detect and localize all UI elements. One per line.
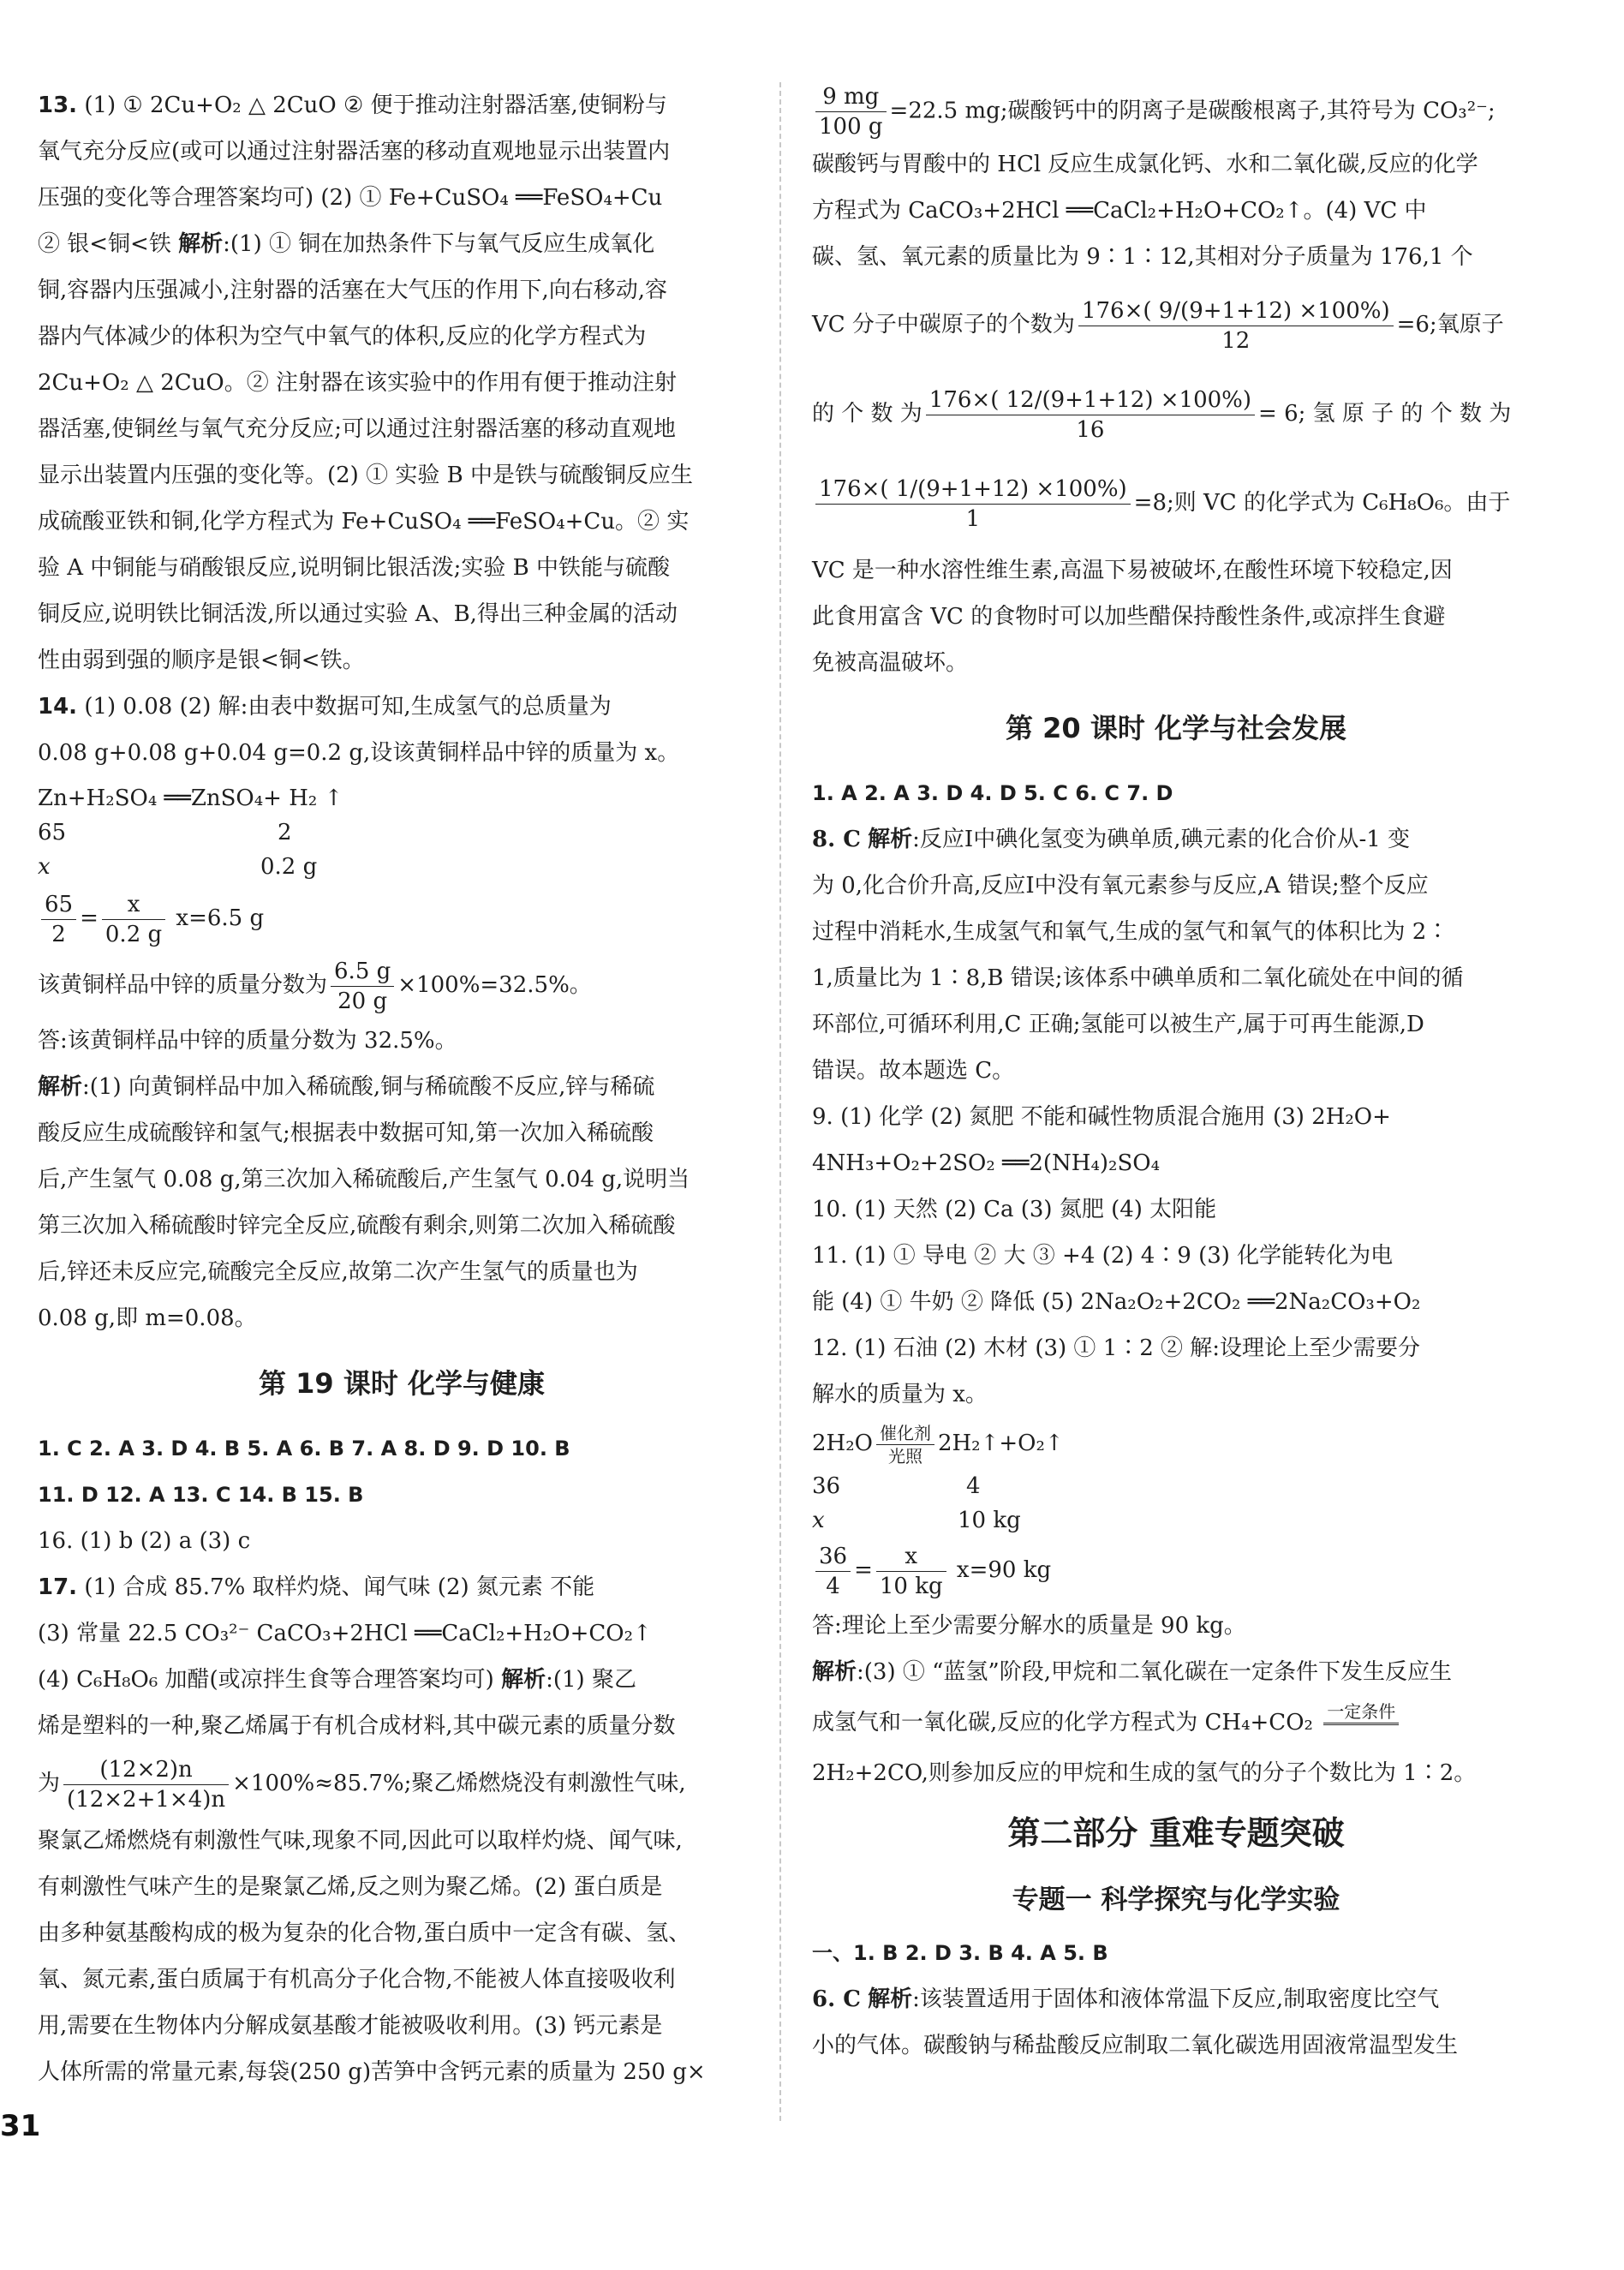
r-line — [812, 369, 1540, 458]
q14-equation-row — [38, 815, 766, 850]
q14-text: 0.08 g+0.08 g+0.04 g=0.2 g,设该黄铜样品中锌的质量为 x。 — [38, 740, 680, 766]
q14-line — [38, 684, 766, 730]
eq-text: 2H₂O — [812, 1431, 873, 1456]
q6-text: :该装置适用于固体和液体常温下反应,制取密度比空气 — [912, 1986, 1440, 2012]
q13-text: 铜,容器内压强减小,注射器的活塞在大气压的作用下,向右移动,容 — [38, 278, 668, 303]
q8-text: 为 0,化合价升高,反应Ⅰ中没有氧元素参与反应,A 错误;整个反应 — [812, 873, 1429, 899]
topic-one-title: 专题一 科学探究与化学实验 — [1012, 1885, 1340, 1915]
r-text: VC 是一种水溶性维生素,高温下易被破坏,在酸性环境下较稳定,因 — [812, 558, 1453, 583]
q14-text: 后,锌还未反应完,硫酸完全反应,故第二次产生氢气的质量也为 — [38, 1259, 638, 1285]
eq-value: x — [38, 854, 51, 880]
r-line — [812, 280, 1540, 369]
frac-numerator: 176×( 1/(9+1+12) ×100%) — [815, 475, 1131, 505]
eq-condition: 光照 — [887, 1445, 922, 1467]
q17-text: (1) 合成 85.7% 取样灼烧、闻气味 (2) 氮元素 不能 — [84, 1574, 595, 1600]
q8-text: 环部位,可循环利用,C 正确;氢能可以被生产,属于可再生能源,D — [812, 1012, 1424, 1037]
q14-equation-row — [38, 850, 766, 884]
t1-q6-line — [812, 1976, 1540, 2022]
q17-number: 17. — [38, 1574, 78, 1600]
q17-text: ×100%≈85.7%;聚乙烯燃烧没有刺激性气味, — [232, 1771, 686, 1796]
q13-text: 性由弱到强的顺序是银<铜<铁。 — [38, 648, 365, 673]
q12-text: 12. (1) 石油 (2) 木材 (3) ① 1∶2 ② 解:设理论上至少需要分 — [812, 1335, 1421, 1361]
q13-text: 器活塞,使铜丝与氧气充分反应;可以通过注射器活塞的移动直观地 — [38, 416, 677, 442]
eq-value: 4 — [966, 1473, 981, 1499]
q9-text: 9. (1) 化学 (2) 氮肥 不能和碱性物质混合施用 (3) 2H₂O+ — [812, 1104, 1391, 1130]
frac-denominator: 16 — [1076, 416, 1105, 443]
q10-text: 10. (1) 天然 (2) Ca (3) 氮肥 (4) 太阳能 — [812, 1197, 1217, 1222]
eq-condition-blank — [1323, 1725, 1399, 1747]
q13-text: 器内气体减少的体积为空气中氧气的体积,反应的化学方程式为 — [38, 324, 647, 349]
frac-denominator: 2 — [51, 921, 66, 947]
q14-text: 后,产生氢气 0.08 g,第三次加入稀硫酸后,产生氢气 0.04 g,说明当 — [38, 1167, 690, 1192]
q13-text: 压强的变化等合理答案均可) (2) ① Fe+CuSO₄ ══FeSO₄+Cu — [38, 185, 663, 211]
q12-equation-row — [812, 1503, 1540, 1538]
answer-row: 11. D 12. A 13. C 14. B 15. B — [38, 1483, 364, 1507]
q14-analysis — [38, 1064, 766, 1110]
analysis-label: 解析 — [38, 1074, 83, 1100]
r-text: 碳酸钙与胃酸中的 HCl 反应生成氯化钙、水和二氧化碳,反应的化学 — [812, 152, 1478, 177]
q17-text: 用,需要在生物体内分解成氨基酸才能被吸收利用。(3) 钙元素是 — [38, 2013, 663, 2039]
section-title-19: 第 19 课时 化学与健康 — [259, 1367, 545, 1400]
q14-text: ×100%=32.5%。 — [397, 972, 592, 998]
r-text: =22.5 mg;碳酸钙中的阴离子是碳酸根离子,其符号为 CO₃²⁻; — [889, 98, 1496, 124]
r-text: 碳、氢、氧元素的质量比为 9∶1∶12,其相对分子质量为 176,1 个 — [812, 244, 1473, 270]
eq-condition: 催化剂 — [876, 1422, 934, 1445]
q13-text: 显示出装置内压强的变化等。(2) ① 实验 B 中是铁与硫酸铜反应生 — [38, 463, 693, 488]
frac-denominator: 20 g — [337, 988, 388, 1014]
q8-text: 1,质量比为 1∶8,B 错误;该体系中碘单质和二氧化硫处在中间的循 — [812, 965, 1464, 991]
frac-numerator: x — [876, 1542, 946, 1572]
q14-text: 0.08 g,即 m=0.08。 — [38, 1305, 257, 1331]
r-text: = 6; 氢 原 子 的 个 数 为 — [1258, 401, 1512, 427]
q13-line — [38, 221, 766, 267]
frac-numerator: 65 — [41, 890, 76, 920]
r-text: 方程式为 CaCO₃+2HCl ══CaCl₂+H₂O+CO₂↑。(4) VC 中 — [812, 198, 1427, 224]
q13-line — [38, 82, 766, 128]
r-line — [812, 82, 1540, 141]
eq-text: 2H₂↑+O₂↑ — [937, 1431, 1064, 1456]
q14-text: 该黄铜样品中锌的质量分数为 — [38, 972, 328, 998]
r-text: 的 个 数 为 — [812, 401, 922, 427]
q13-text: ② 银<铜<铁 — [38, 231, 171, 257]
eq-value: 0.2 g — [260, 854, 318, 880]
frac-denominator: 12 — [1221, 327, 1251, 354]
q14-mass-fraction — [38, 953, 766, 1018]
q17-text: 氧、氮元素,蛋白质属于有机高分子化合物,不能被人体直接吸收利 — [38, 1967, 676, 1992]
left-column — [38, 82, 766, 2095]
q14-text: :(1) 向黄铜样品中加入稀硫酸,铜与稀硫酸不反应,锌与稀硫 — [82, 1074, 655, 1100]
eq-value: x — [812, 1508, 825, 1533]
q12-text: 2H₂+2CO,则参加反应的甲烷和生成的氢气的分子个数比为 1∶2。 — [812, 1760, 1477, 1786]
q8-text: :反应Ⅰ中碘化氢变为碘单质,碘元素的化合价从-1 变 — [912, 827, 1411, 852]
frac-numerator: 6.5 g — [331, 957, 394, 987]
analysis-label: 解析 — [868, 827, 913, 852]
q13-text: 验 A 中铜能与硝酸银反应,说明铜比银活泼;实验 B 中铁能与硫酸 — [38, 555, 670, 581]
r-text: 免被高温破坏。 — [812, 650, 969, 676]
eq-value: 2 — [278, 820, 292, 845]
q14-text: 第三次加入稀硫酸时锌完全反应,硫酸有剩余,则第二次加入稀硫酸 — [38, 1213, 676, 1239]
q12-text: 成氢气和一氧化碳,反应的化学方程式为 CH₄+CO₂ — [812, 1710, 1313, 1735]
r-line — [812, 458, 1540, 547]
frac-numerator: 176×( 9/(9+1+12) ×100%) — [1078, 296, 1394, 326]
frac-denominator: 10 kg — [879, 1573, 943, 1599]
q8-text: 过程中消耗水,生成氢气和氧气,生成的氢气和氧气的体积比为 2∶ — [812, 919, 1449, 945]
frac-denominator: 4 — [826, 1573, 840, 1599]
q17-text: 人体所需的常量元素,每袋(250 g)苦笋中含钙元素的质量为 250 g× — [38, 2059, 706, 2085]
q12-answer: 答:理论上至少需要分解水的质量是 90 kg。 — [812, 1613, 1246, 1639]
q11-text: 11. (1) ① 导电 ② 大 ③ +4 (2) 4∶9 (3) 化学能转化为电 — [812, 1243, 1394, 1269]
q14-number: 14. — [38, 694, 78, 720]
answer-row: 1. A 2. A 3. D 4. D 5. C 6. C 7. D — [812, 781, 1173, 805]
frac-denominator: (12×2+1×4)n — [67, 1786, 226, 1813]
q12-equation-row — [812, 1469, 1540, 1503]
q13-text: 成硫酸亚铁和铜,化学方程式为 Fe+CuSO₄ ══FeSO₄+Cu。② 实 — [38, 509, 690, 535]
frac-numerator: 9 mg — [815, 82, 887, 112]
q17-text: 为 — [38, 1771, 61, 1796]
frac-denominator: 1 — [965, 505, 981, 532]
frac-numerator: (12×2)n — [63, 1755, 229, 1785]
q12-text: 解水的质量为 x。 — [812, 1382, 988, 1407]
answer-row: 1. C 2. A 3. D 4. B 5. A 6. B 7. A 8. D 9. D 10. B — [38, 1437, 570, 1461]
eq-value: 65 — [38, 820, 67, 845]
analysis-label: 解析 — [178, 231, 224, 257]
eq-condition: 一定条件 — [1323, 1700, 1399, 1725]
q17-text: 有刺激性气味产生的是聚氯乙烯,反之则为聚乙烯。(2) 蛋白质是 — [38, 1874, 663, 1900]
q12-analysis — [812, 1649, 1540, 1695]
q14-answer: 答:该黄铜样品中锌的质量分数为 32.5%。 — [38, 1028, 457, 1054]
q12-proportion: $\frac{36}{4}$ = $\frac{x}{10 kg}$ x=90 kg — [812, 1538, 1540, 1603]
q17-text: :(1) 聚乙 — [546, 1667, 636, 1693]
right-column — [812, 82, 1540, 2069]
q12-equation — [812, 1418, 1540, 1469]
r-text: VC 分子中碳原子的个数为 — [812, 312, 1075, 338]
proportion-result: x=90 kg — [956, 1557, 1052, 1583]
frac-denominator: 100 g — [819, 114, 883, 140]
q17-text: 烯是塑料的一种,聚乙烯属于有机合成材料,其中碳元素的质量分数 — [38, 1713, 676, 1739]
q13-number: 13. — [38, 93, 78, 118]
q16-answer: 16. (1) b (2) a (3) c — [38, 1528, 251, 1554]
q14-text: (1) 0.08 (2) 解:由表中数据可知,生成氢气的总质量为 — [84, 694, 612, 720]
q17-text: (3) 常量 22.5 CO₃²⁻ CaCO₃+2HCl ══CaCl₂+H₂O+CO₂↑ — [38, 1621, 652, 1646]
q12-analysis-line — [812, 1695, 1540, 1750]
q8-line — [812, 816, 1540, 863]
proportion-result: x=6.5 g — [176, 905, 265, 931]
q17-line — [38, 1657, 766, 1703]
frac-numerator: 36 — [815, 1542, 851, 1572]
frac-numerator: 176×( 12/(9+1+12) ×100%) — [926, 385, 1255, 415]
q14-proportion — [38, 884, 766, 953]
r-text: =8;则 VC 的化学式为 C₆H₈O₆。由于 — [1133, 490, 1511, 516]
q13-text: 铜反应,说明铁比铜活泼,所以通过实验 A、B,得出三种金属的活动 — [38, 601, 678, 627]
answer-row: 一、1. B 2. D 3. B 4. A 5. B — [812, 1941, 1108, 1965]
q11-text: 能 (4) ① 牛奶 ② 降低 (5) 2Na₂O₂+2CO₂ ══2Na₂CO₃+O₂ — [812, 1289, 1421, 1315]
page-number: 31 — [0, 2109, 41, 2143]
part-two-title: 第二部分 重难专题突破 — [1007, 1814, 1345, 1852]
eq-value: 10 kg — [958, 1508, 1021, 1533]
equals-sign: = — [80, 905, 99, 931]
q17-text: 由多种氨基酸构成的极为复杂的化合物,蛋白质中一定含有碳、氢、 — [38, 1921, 691, 1946]
section-title-20: 第 20 课时 化学与社会发展 — [1006, 712, 1346, 744]
q8-text: 错误。故本题选 C。 — [812, 1058, 1015, 1084]
q14-equation: Zn+H₂SO₄ ══ZnSO₄+ H₂ ↑ — [38, 786, 343, 811]
q13-text: 2Cu+O₂ △ 2CuO。② 注射器在该实验中的作用有便于推动注射 — [38, 370, 677, 396]
analysis-label: 解析 — [868, 1986, 913, 2012]
q17-fraction-line — [38, 1749, 766, 1818]
q13-text: 氧气充分反应(或可以通过注射器活塞的移动直观地显示出装置内 — [38, 139, 671, 164]
analysis-label: 解析 — [501, 1667, 546, 1693]
q17-line — [38, 1564, 766, 1610]
q13-text: :(1) ① 铜在加热条件下与氧气反应生成氧化 — [223, 231, 655, 257]
q6-answer: 6. C — [812, 1986, 861, 2012]
q14-text: 酸反应生成硫酸锌和氢气;根据表中数据可知,第一次加入稀硫酸 — [38, 1120, 654, 1146]
eq-value: 36 — [812, 1473, 841, 1499]
q6-text: 小的气体。碳酸钠与稀盐酸反应制取二氧化碳选用固液常温型发生 — [812, 2033, 1459, 2058]
r-text: =6;氧原子 — [1396, 312, 1504, 338]
q17-text: (4) C₆H₈O₆ 加醋(或凉拌生食等合理答案均可) — [38, 1667, 494, 1693]
column-divider — [779, 82, 781, 2121]
q8-answer: 8. C — [812, 827, 861, 852]
q12-text: :(3) ① “蓝氢”阶段,甲烷和二氧化碳在一定条件下发生反应生 — [857, 1659, 1452, 1685]
frac-numerator: x — [102, 890, 165, 920]
q9-text: 4NH₃+O₂+2SO₂ ══2(NH₄)₂SO₄ — [812, 1150, 1161, 1176]
q13-text: (1) ① 2Cu+O₂ △ 2CuO ② 便于推动注射器活塞,使铜粉与 — [84, 93, 667, 118]
q17-text: 聚氯乙烯燃烧有刺激性气味,现象不同,因此可以取样灼烧、闻气味, — [38, 1828, 683, 1854]
analysis-label: 解析 — [812, 1659, 857, 1685]
frac-denominator: 0.2 g — [104, 921, 163, 947]
r-text: 此食用富含 VC 的食物时可以加些醋保持酸性条件,或凉拌生食避 — [812, 604, 1446, 630]
